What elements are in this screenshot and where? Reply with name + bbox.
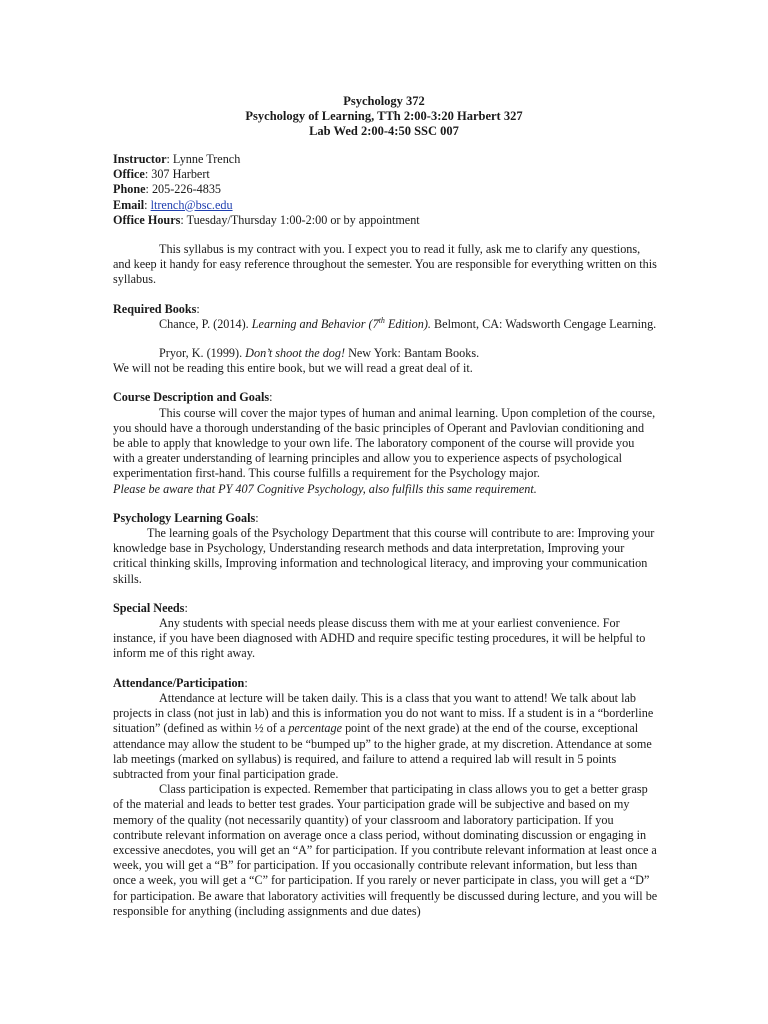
goals-heading: Psychology Learning Goals (113, 510, 256, 525)
syllabus-body (113, 152, 658, 919)
books-heading-colon: : (196, 301, 200, 316)
email-label: Email (113, 197, 145, 212)
book1-publisher: Belmont, CA: Wadsworth Cengage Learning. (430, 316, 657, 331)
course-heading: Course Description and Goals (113, 390, 270, 405)
course-description: This course will cover the major types of human and animal learning. Upon completion of the course, you should have a thorough understanding of the basic principles of Operant and Pavlovian conditioning and be able to apply that knowledge to your own life. The laboratory component of the course will provide you with a greater understanding of learning principles and allow you to experience aspects of psychological experimentation first-hand. This course fulfills a requirement for the Psychology major. (113, 405, 656, 481)
book2-publisher: New York: Bantam Books. (345, 346, 480, 361)
course-note: Please be aware that PY 407 Cognitive Psychology, also fulfills this same requirement. (113, 481, 537, 496)
book-citation-chance (113, 317, 658, 332)
course-number: Psychology 372 (343, 94, 425, 108)
attendance-heading: Attendance/Participation (113, 675, 245, 690)
phone-number: : 205-226-4835 (145, 182, 222, 197)
office-hours: : Tuesday/Thursday 1:00-2:00 or by appointment (180, 212, 420, 227)
book1-title: Learning and Behavior (7 (251, 316, 379, 331)
attendance-text-b: point of the next grade) at the end of the course, exceptional attendance may allow the student to be “bumped up” to the higher grade, at my discretion. Attendance at some lab meetings (marked on syllabus) is required, and failure to attend a required lab will result in 5 points subtracted from your final participation grade. (113, 721, 652, 781)
book2-note: We will not be reading this entire book, but we will read a great deal of it. (113, 361, 473, 376)
book2-title: Don’t shoot the dog! (245, 346, 346, 361)
goals-paragraph: The learning goals of the Psychology Department that this course will contribute to are: Improving your knowledge base in Psychology, Understanding research methods and data interpretation, Improving your critical thinking skills, Improving information and technological literacy, and improving your communication skills. (113, 526, 655, 586)
intro-paragraph: This syllabus is my contract with you. I expect you to read it fully, ask me to clarify any questions, and keep it handy for easy reference throughout the semester. You are responsible for everything written on this syllabus. (113, 242, 657, 287)
office-hours-label: Office Hours (113, 212, 181, 227)
books-heading: Required Books (113, 301, 197, 316)
book1-edition-sup: th (378, 315, 385, 325)
email-separator: : (144, 197, 151, 212)
goals-heading-colon: : (255, 510, 259, 525)
phone-label: Phone (113, 182, 146, 197)
attendance-text-a: Attendance at lecture will be taken daily. This is a class that you want to attend! We talk about lab projects in class (not just in lab) and this is information you do not want to miss. If a student is in a “borderline situation” (defined as within ½ of a (113, 690, 654, 736)
participation-paragraph: Class participation is expected. Remember that participating in class allows you to get a better grasp of the material and leads to better test grades. Your participation grade will be subjective and based on my memory of the quality (not necessarily quantity) of your classroom and laboratory participation. If you contribute relevant information on average once a class period, without dominating discussion or engaging in excessive anecdotes, you will get an “A” for participation. If you contribute relevant information at least once a week, you will get a “B” for participation. If you occasionally contribute relevant information, but less than once a week, you will get a “C” for participation. If you rarely or never participate in class, you will get a “D” for participation. Be aware that laboratory activities will frequently be discussed during lecture, and you will be responsible for anything (including assignments and due dates) (113, 782, 658, 918)
lab-schedule: Lab Wed 2:00-4:50 SSC 007 (309, 124, 459, 138)
special-needs-heading: Special Needs (113, 600, 185, 615)
course-header (0, 94, 768, 139)
course-title-schedule: Psychology of Learning, TTh 2:00-3:20 Harbert 327 (245, 109, 523, 123)
instructor-name: : Lynne Trench (166, 152, 241, 166)
instructor-info (113, 152, 658, 228)
office-label: Office (113, 167, 145, 182)
book1-author: Chance, P. (2014). (159, 316, 252, 331)
office-location: : 307 Harbert (144, 167, 210, 182)
course-heading-colon: : (269, 390, 273, 405)
attendance-italic: percentage (288, 721, 343, 736)
attendance-paragraph (113, 691, 658, 782)
book-citation-pryor (113, 346, 658, 361)
email-link[interactable]: ltrench@bsc.edu (150, 197, 233, 212)
book1-title-end: Edition). (384, 316, 431, 331)
special-needs-colon: : (184, 600, 188, 615)
book2-author: Pryor, K. (1999). (159, 346, 246, 361)
special-needs-paragraph: Any students with special needs please discuss them with me at your earliest convenience. For instance, if you have been diagnosed with ADHD and require specific testing procedures, it will be helpful to inform me of this right away. (113, 616, 646, 661)
instructor-label: Instructor (113, 152, 167, 166)
attendance-colon: : (244, 675, 248, 690)
